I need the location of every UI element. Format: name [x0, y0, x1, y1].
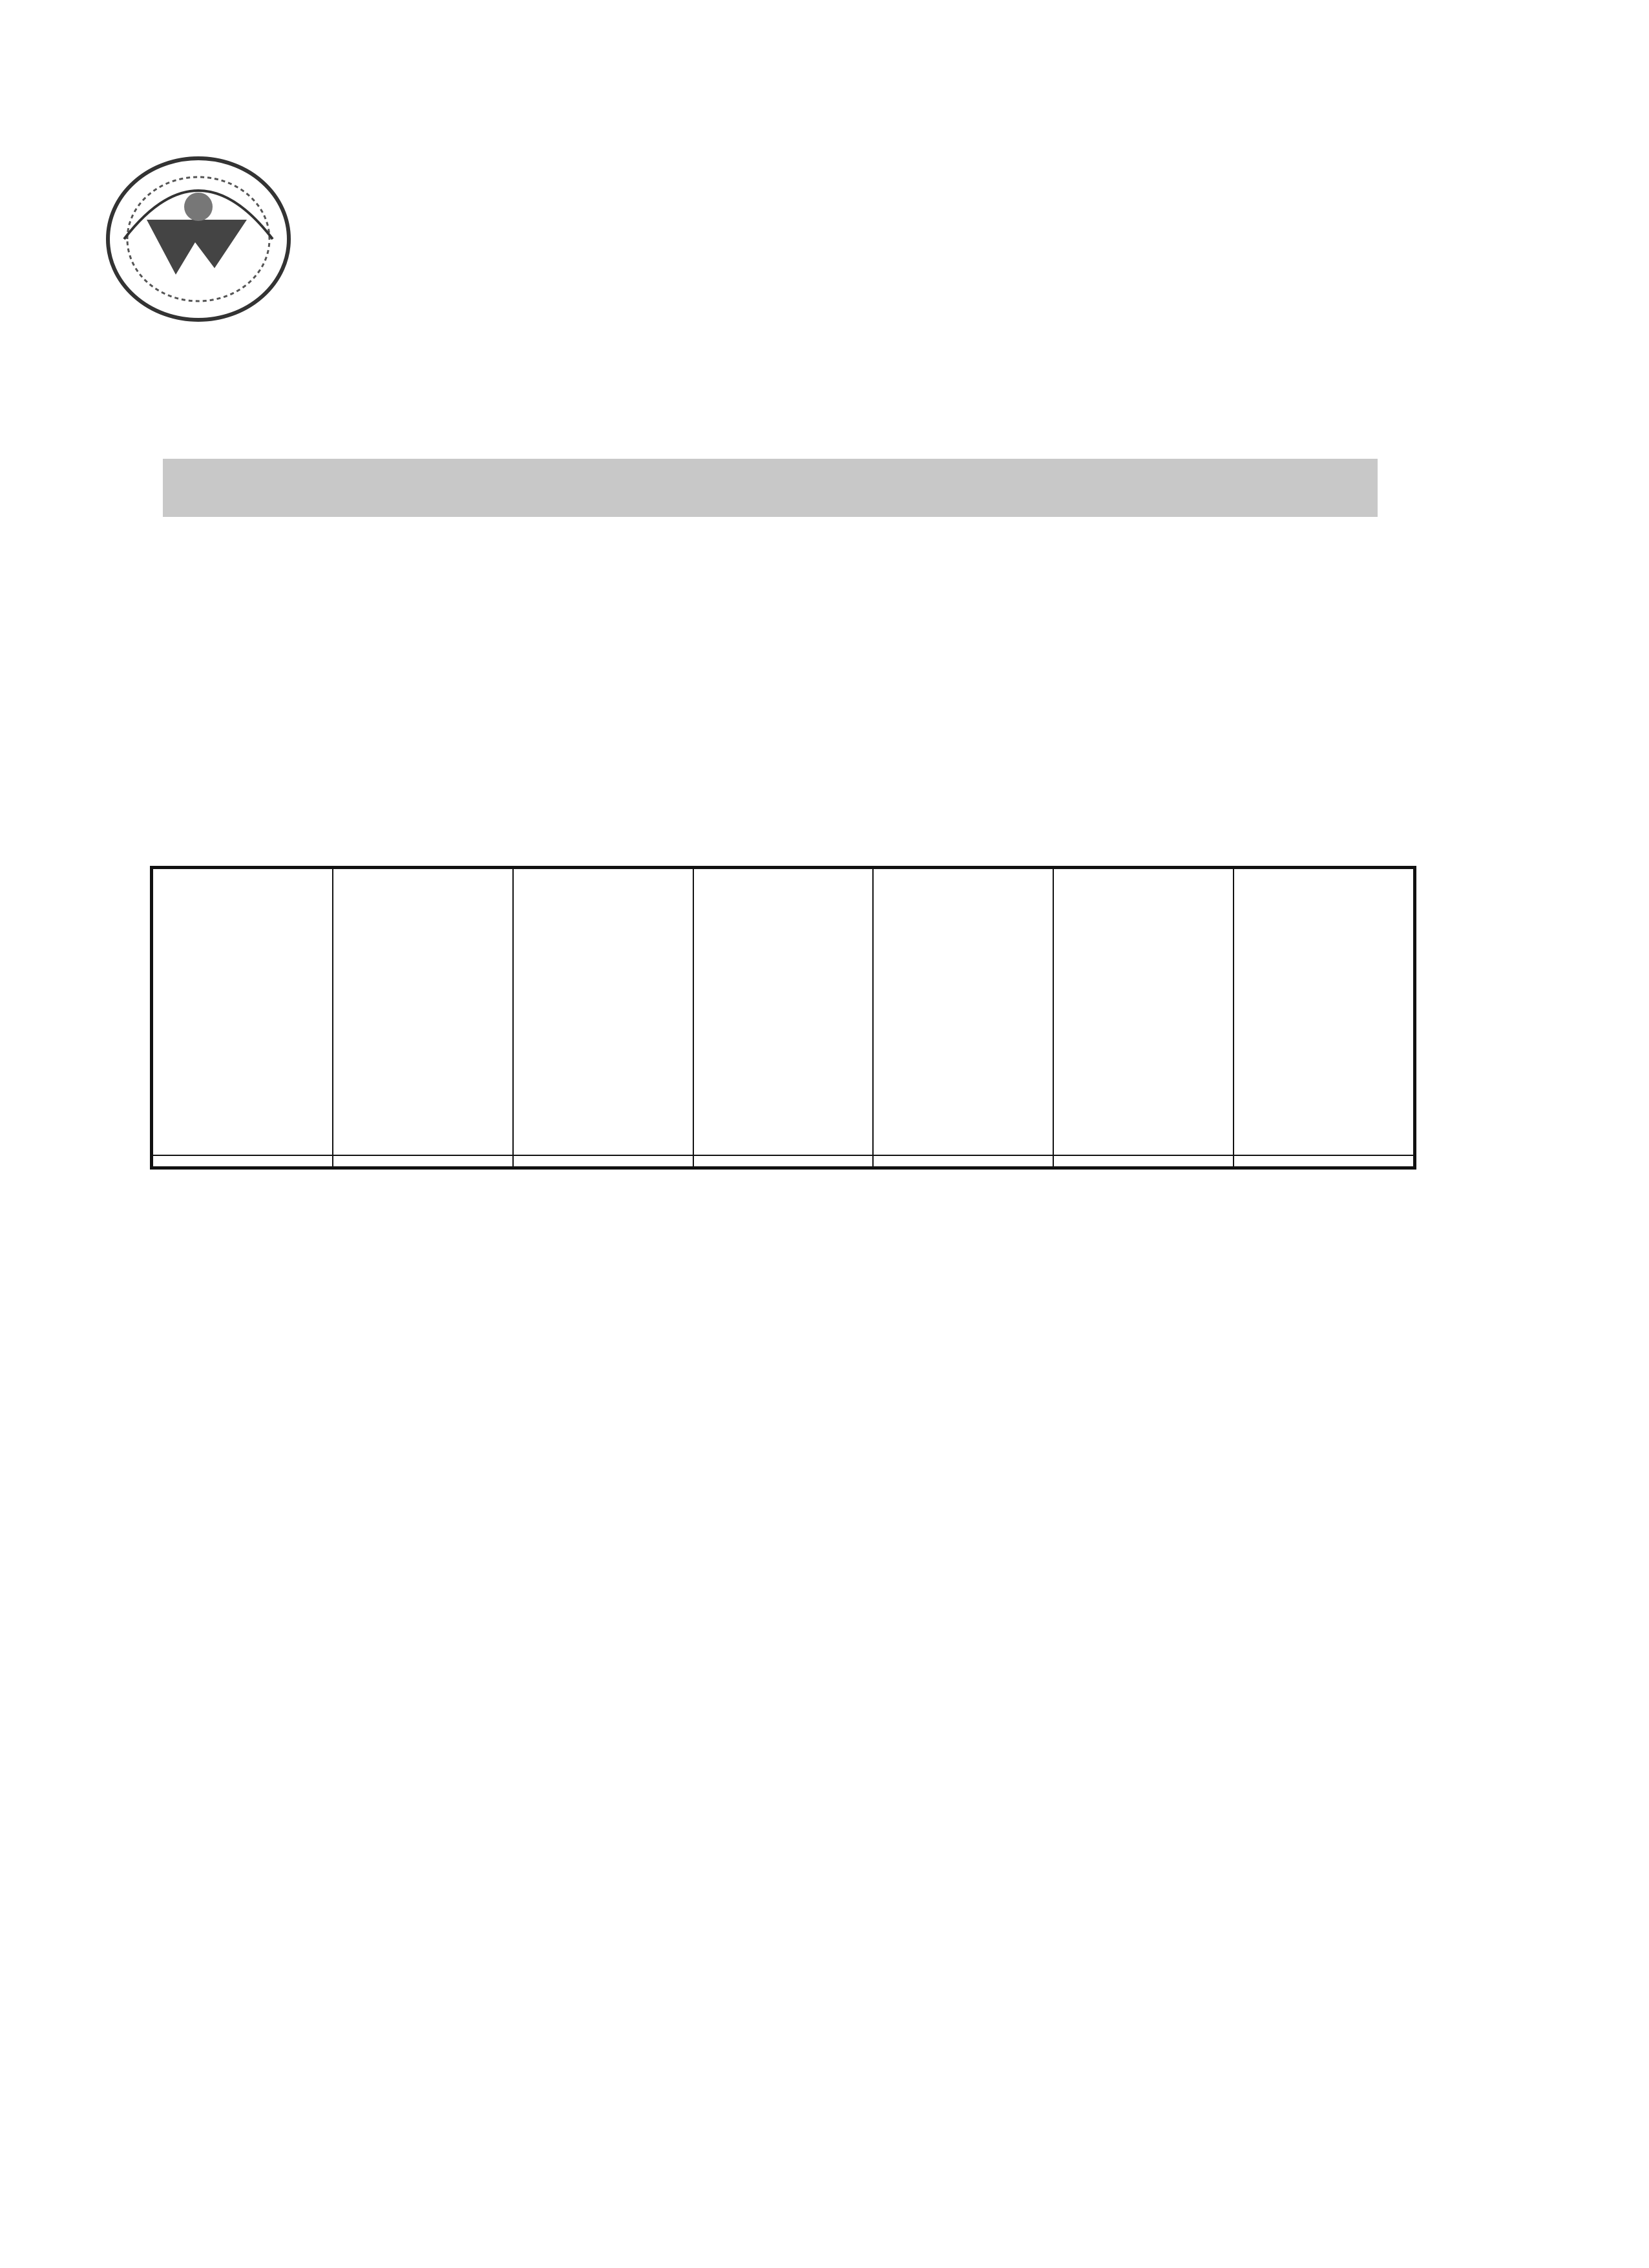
header-submission-period	[152, 1155, 333, 1167]
notice-title	[163, 459, 1378, 517]
cell-submission-period	[152, 868, 333, 1155]
office-subtitle	[447, 168, 1158, 226]
table-header-row	[152, 1155, 1414, 1167]
cell-deposit	[513, 868, 693, 1155]
cell-description	[1053, 868, 1234, 1155]
header-serial	[1234, 1155, 1414, 1167]
header-validity	[333, 1155, 513, 1167]
header-form-fee	[693, 1155, 874, 1167]
cell-serial	[1234, 868, 1414, 1155]
header-description	[1053, 1155, 1234, 1167]
conditions-list	[176, 1454, 1468, 2165]
cell-minimum-amount	[873, 868, 1053, 1155]
header-deposit	[513, 1155, 693, 1167]
header-minimum-amount	[873, 1155, 1053, 1167]
cell-form-fee	[693, 868, 874, 1155]
office-title	[447, 84, 1158, 155]
cell-validity	[333, 868, 513, 1155]
government-emblem-icon	[98, 149, 299, 330]
table-row	[152, 868, 1414, 1155]
bid-table	[150, 866, 1416, 1170]
